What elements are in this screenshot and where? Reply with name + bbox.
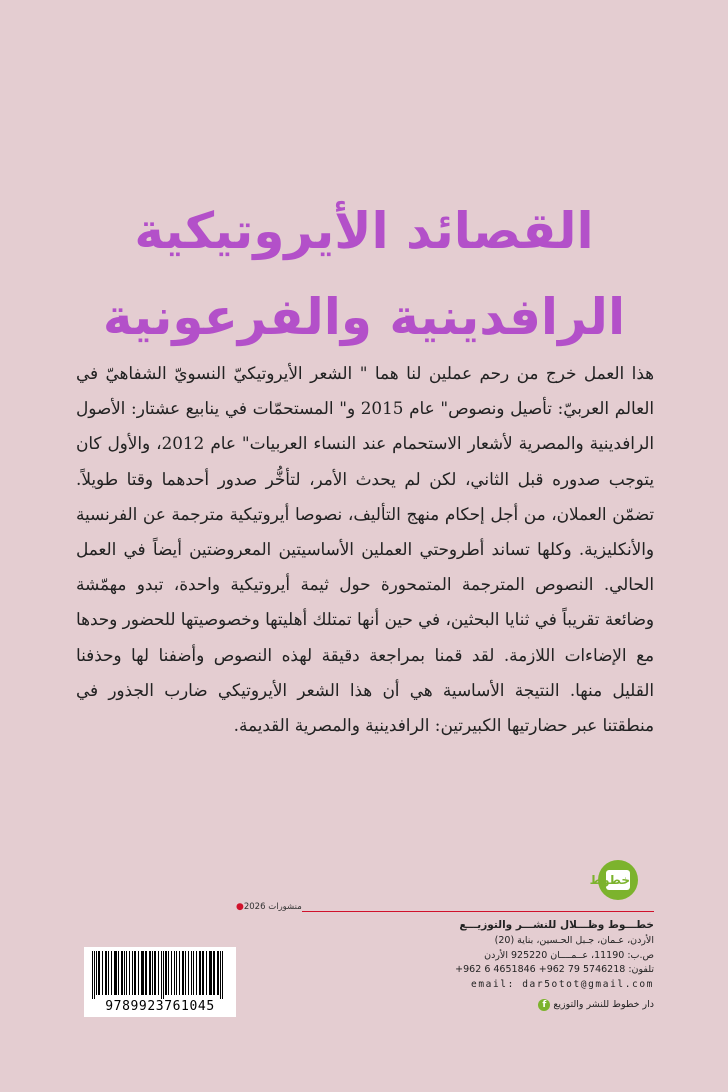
barcode-bar <box>111 951 112 995</box>
barcode-bar <box>132 951 133 995</box>
barcode-bar <box>121 951 123 995</box>
publisher-logo <box>589 860 638 900</box>
isbn-number: 9789923761045 <box>105 999 215 1014</box>
publisher-facebook <box>380 998 654 1013</box>
edition-text: منشورات 2026 <box>243 902 302 912</box>
barcode-bar <box>199 951 201 995</box>
title-line-1: القصائد الأيروتيكية <box>134 202 594 260</box>
synopsis-paragraph: هذا العمل خرج من رحم عملين لنا هما " الشعر الأيروتيكيّ النسويّ الشفاهيّ في العالم العربيّ: تأصيل ونصوص" عام 2015 و" المستحمّات في ينابيع عشتار: الأصول الرافدينية والمصرية لأشعار الاستحمام عند النساء العربيات" عام 2012، والأول كان يتوجب صدوره قبل الثاني، لكن لم يحدث الأمر، لتأخُّر صدور أحدهما وقتا طويلاً. تضمّن العملان، من أجل إحكام منهج التأليف، نصوصا أيروتيكية مترجمة عن الفرنسية والأنكليزية. وكلها تساند أطروحتي العملين الأساسيتين المعروضتين أيضاً في العمل الحالي. النصوص المترجمة المتمحورة حول ثيمة أيروتيكية واحدة، تبدو مهمّشة وضائعة تقريباً في ثنايا البحثين، في حين أنها تمتلك أهليتها وخصوصيتها للحضور وحدها مع الإضاءات اللازمة. لقد قمنا بمراجعة دقيقة لهذه النصوص وأضفنا لها وحذفنا القليل منها. النتيجة الأساسية هي أن هذا الشعر الأيروتيكي ضارب الجذور في منطقتنا عبر حضارتيها الكبيرتين: الرافدينية والمصرية القديمة. <box>76 363 654 736</box>
barcode-bar <box>176 951 177 995</box>
barcode-bars <box>84 947 236 1001</box>
barcode-bar <box>222 951 223 999</box>
barcode-bar <box>168 951 169 995</box>
barcode-bar <box>179 951 180 995</box>
barcode-bar <box>217 951 219 995</box>
barcode-bar <box>98 951 100 995</box>
barcode-bar <box>94 951 95 999</box>
publisher-info <box>380 916 654 1013</box>
barcode-bar <box>138 951 139 995</box>
barcode-bar <box>152 951 153 995</box>
barcode-bar <box>209 951 212 995</box>
barcode-bar <box>126 951 127 995</box>
barcode-bar <box>161 951 162 999</box>
publisher-phone: تلفون: 5746218 79 962+ 4651846 6 962+ <box>455 964 654 976</box>
barcode-bar <box>154 951 156 995</box>
barcode-bar <box>118 951 119 995</box>
barcode-bar <box>174 951 175 995</box>
title-line-2: الرافدينية والفرعونية <box>102 288 626 346</box>
barcode-bar <box>102 951 103 995</box>
book-title <box>60 188 668 360</box>
barcode-bar <box>191 951 192 995</box>
publisher-name: خطـــوط وظـــلال للنشـــر والتوزيـــع <box>459 919 654 931</box>
barcode-bar <box>108 951 109 995</box>
barcode-bar <box>134 951 136 995</box>
red-dot-icon: ● <box>236 902 244 912</box>
barcode-bar <box>163 951 164 999</box>
edition-line <box>236 902 302 912</box>
barcode-bar <box>92 951 93 999</box>
barcode-bar <box>149 951 151 995</box>
barcode-bar <box>114 951 117 995</box>
red-divider <box>302 911 654 912</box>
barcode-bar <box>158 951 159 995</box>
barcode-bar <box>96 951 97 995</box>
barcode-bar <box>196 951 197 995</box>
barcode-bar <box>141 951 144 995</box>
isbn-barcode <box>84 947 236 1017</box>
barcode-bar <box>202 951 204 995</box>
barcode-bar <box>206 951 207 995</box>
publisher-pobox: ص.ب: 11190، عــمــــان 925220 الأردن <box>484 949 654 961</box>
logo-text: خطوط <box>606 870 630 890</box>
barcode-bar <box>213 951 215 995</box>
barcode-bar <box>171 951 172 995</box>
barcode-bar <box>105 951 107 995</box>
barcode-bar <box>220 951 221 999</box>
publisher-email: email: dar5otot@gmail.com <box>471 978 654 990</box>
facebook-label: دار خطوط للنشر والتوزيع <box>553 999 654 1011</box>
facebook-icon: f <box>538 999 550 1011</box>
barcode-bar <box>129 951 130 995</box>
barcode-bar <box>193 951 194 995</box>
barcode-bar <box>182 951 184 995</box>
barcode-bar <box>124 951 125 995</box>
barcode-bar <box>165 951 167 995</box>
publisher-address: الأردن، عـمان، جـبل الحـسين، بناية (20) <box>494 935 654 946</box>
barcode-bar <box>185 951 186 995</box>
barcode-bar <box>145 951 147 995</box>
barcode-bar <box>188 951 189 995</box>
